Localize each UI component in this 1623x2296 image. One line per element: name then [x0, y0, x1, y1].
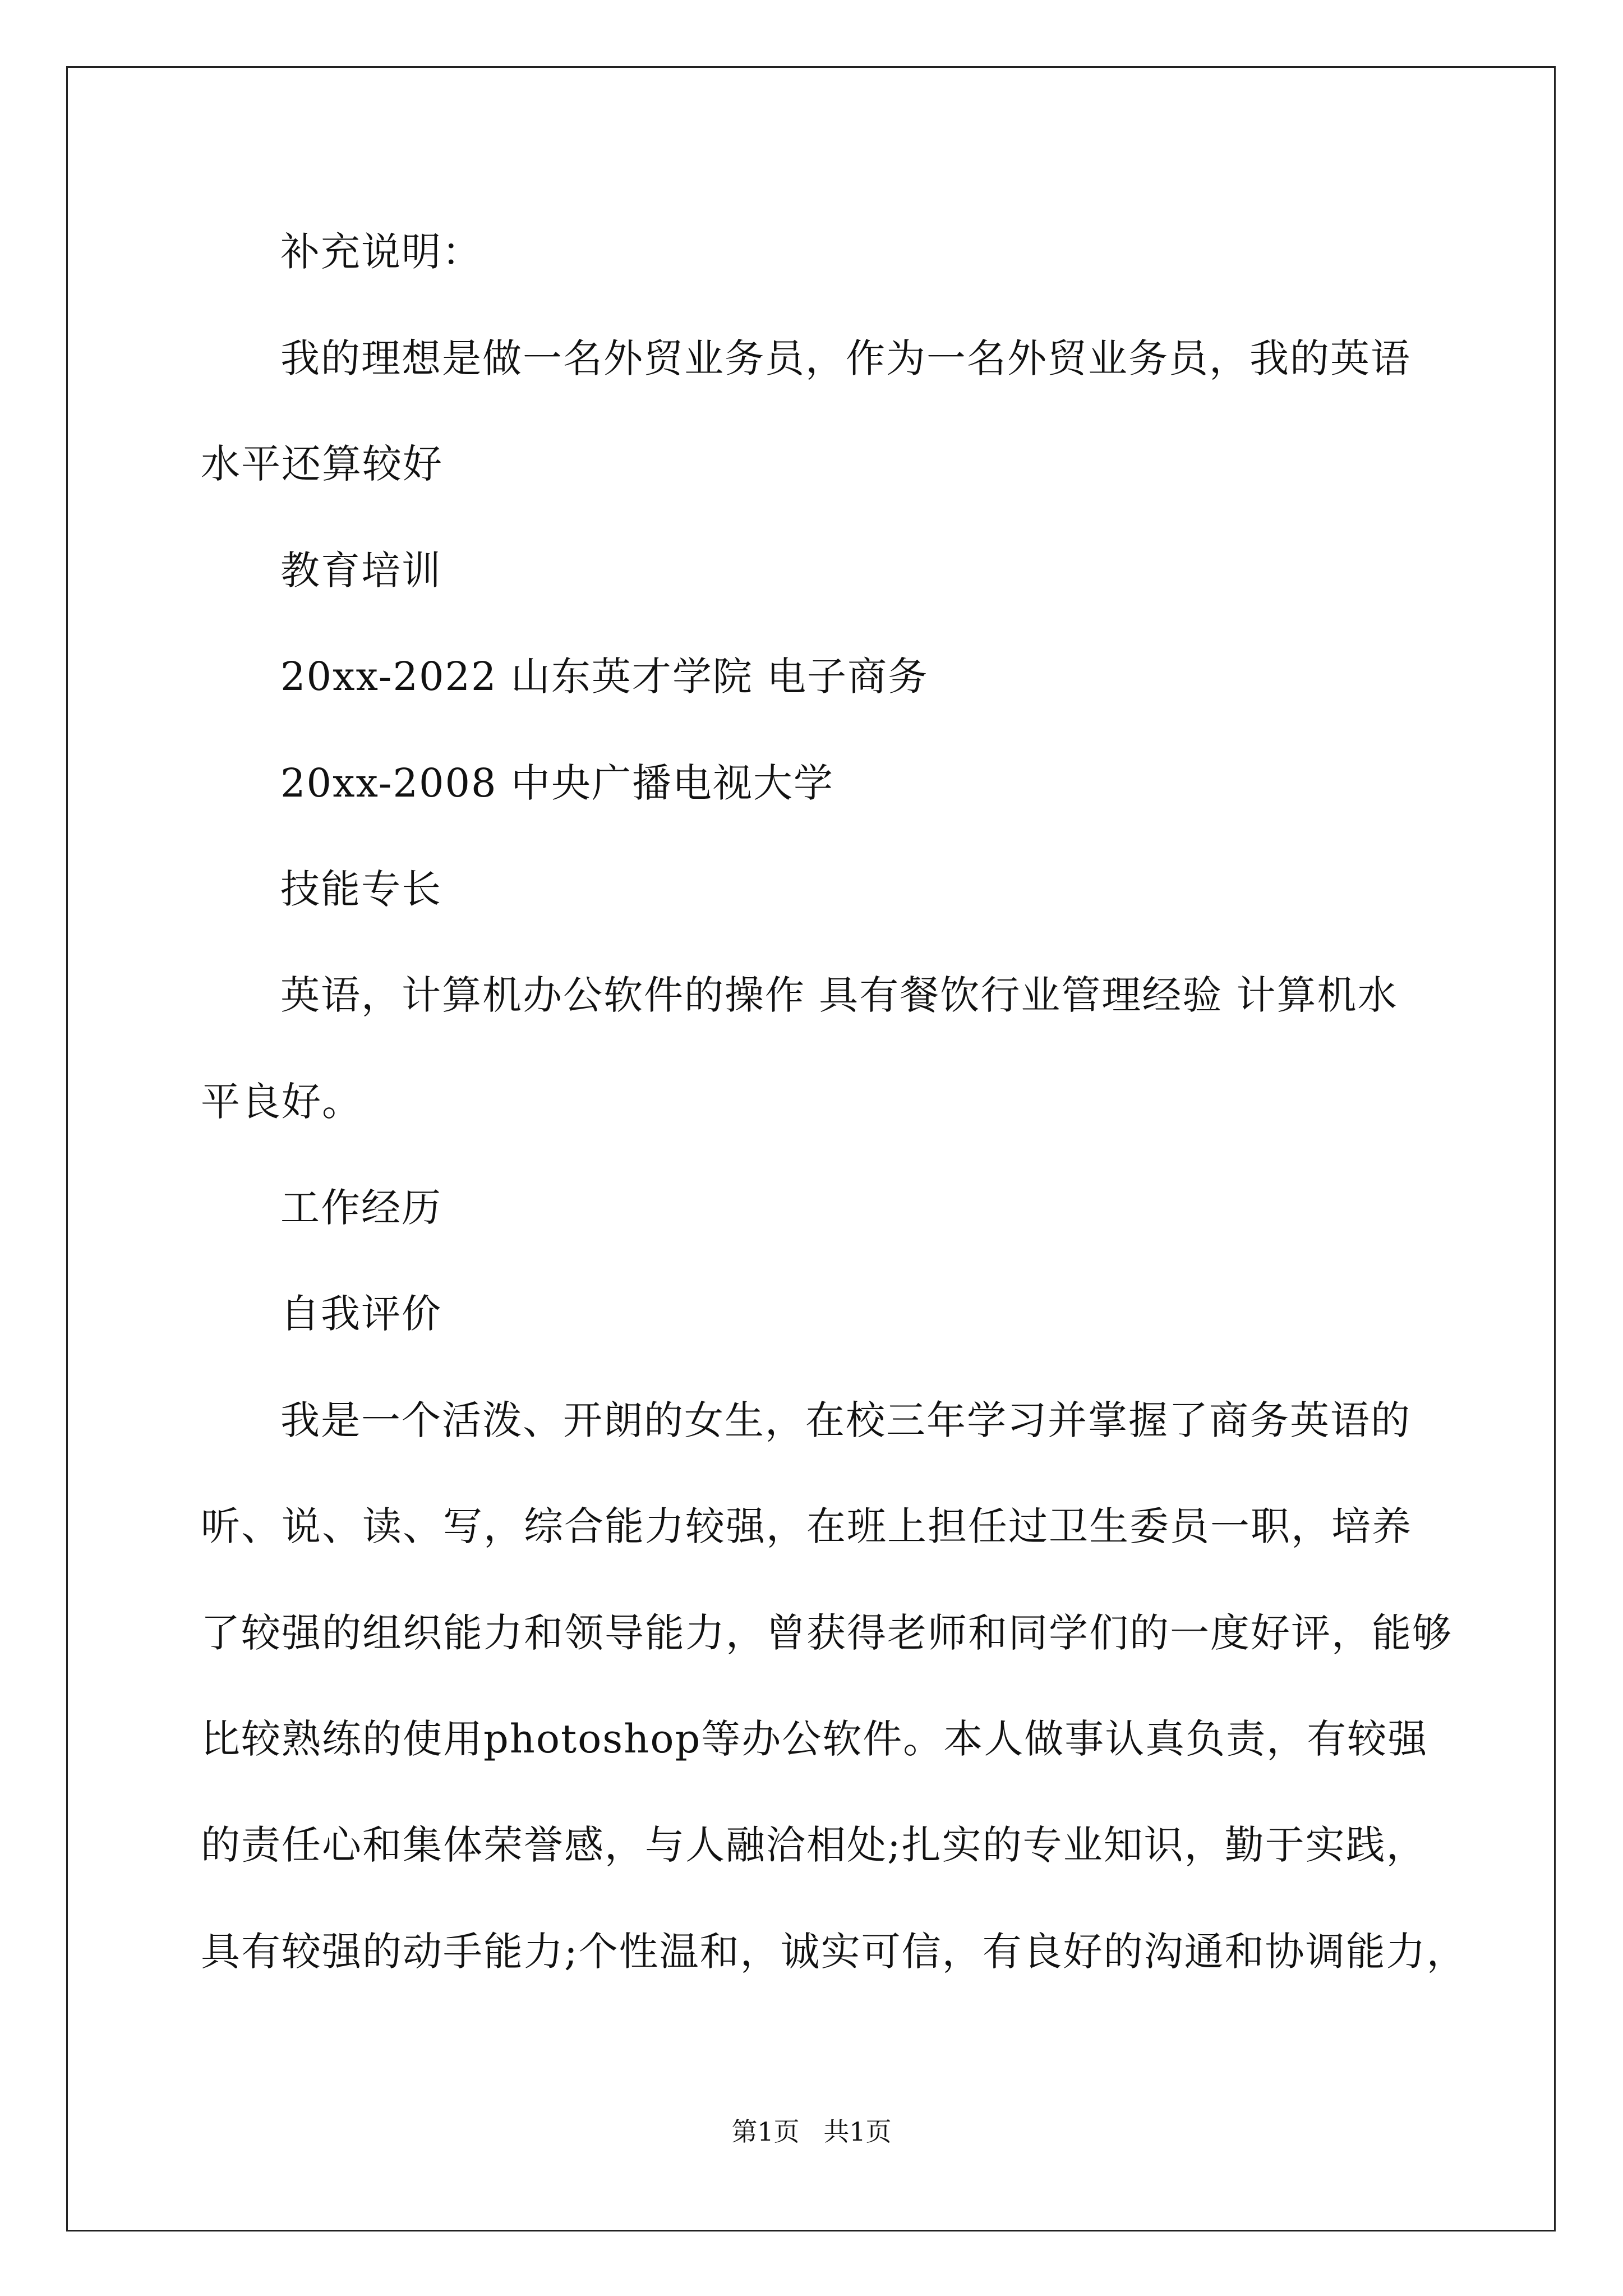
- skills-line-1: 英语，计算机办公软件的操作 具有餐饮行业管理经验 计算机水: [280, 972, 1398, 1018]
- ideal-line-2: 水平还算较好: [201, 441, 443, 487]
- self-eval-line-1: 我是一个活泼、开朗的女生，在校三年学习并掌握了商务英语的: [280, 1397, 1411, 1443]
- page-border: [66, 66, 1556, 2231]
- self-eval-line-2: 听、说、读、写，综合能力较强，在班上担任过卫生委员一职，培养: [201, 1503, 1412, 1549]
- skills-heading: 技能专长: [280, 866, 442, 912]
- page-number: 第1页: [731, 2116, 800, 2147]
- self-eval-line-6: 具有较强的动手能力;个性温和，诚实可信，有良好的沟通和协调能力，: [201, 1929, 1467, 1975]
- education-item-1: 20xx-2022 山东英才学院 电子商务: [280, 654, 929, 700]
- ideal-line-1: 我的理想是做一名外贸业务员，作为一名外贸业务员，我的英语: [280, 335, 1411, 381]
- skills-line-2: 平良好。: [201, 1079, 362, 1125]
- education-heading: 教育培训: [280, 547, 442, 593]
- page-footer: [0, 2115, 1623, 2148]
- supplement-heading: 补充说明：: [280, 229, 482, 275]
- work-heading: 工作经历: [280, 1185, 442, 1231]
- self-eval-heading: 自我评价: [280, 1291, 442, 1337]
- self-eval-line-3: 了较强的组织能力和领导能力，曾获得老师和同学们的一度好评，能够: [201, 1610, 1453, 1656]
- self-eval-line-4: 比较熟练的使用photoshop等办公软件。本人做事认真负责，有较强: [201, 1716, 1428, 1762]
- page-total: 共1页: [823, 2116, 892, 2147]
- education-item-2: 20xx-2008 中央广播电视大学: [280, 760, 834, 806]
- self-eval-line-5: 的责任心和集体荣誉感，与人融洽相处;扎实的专业知识，勤于实践，: [201, 1822, 1427, 1868]
